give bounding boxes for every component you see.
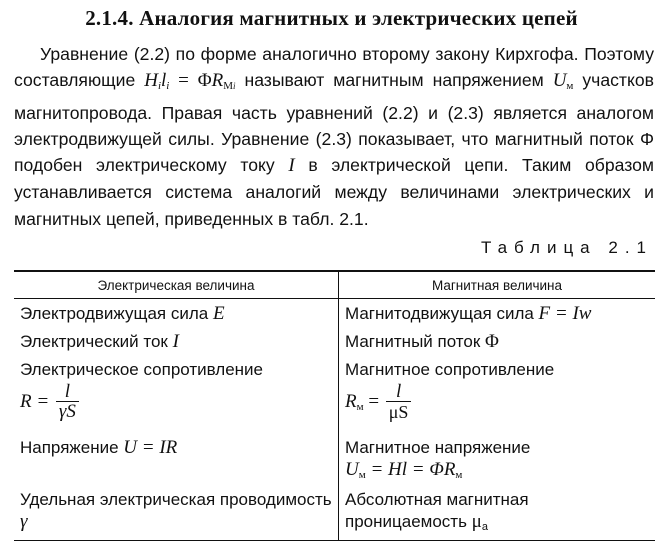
table-header-row xyxy=(14,271,655,299)
fraction: $\frac{l}{\mu S}$ xyxy=(386,383,412,422)
table-caption: Таблица 2.1 xyxy=(480,238,653,257)
cell-permeability: Абсолютная магнитная проницаемость μa xyxy=(339,487,656,541)
cell-voltage: Напряжение U = IR xyxy=(14,433,339,487)
cell-magnetic-voltage: Магнитное напряжение Uм = Hl = ΦRм xyxy=(345,438,531,481)
cell-resistance-label: Электрическое сопротивление xyxy=(14,353,339,381)
header-magnetic: Магнитная величина xyxy=(339,271,656,299)
table-row xyxy=(14,433,655,487)
header-electric: Электрическая величина xyxy=(14,271,339,299)
analogy-table xyxy=(14,270,655,541)
table-row xyxy=(14,299,655,326)
body-paragraph: Уравнение (2.2) по форме аналогично второму закону Кирхгофа. Поэтому составляющие $H_il_i = \Phi RM_i$ называют магнитным напряжением Uм участков магнитопровода. Правая часть уравнений (2.2) и (2.3) является аналогом электродвижущей силы. Уравнение (2.3) показывает, что магнитный поток Φ подобен электрическому току I в электрической цепи. Таким образом устанавливается система аналогий между величинами электрических и магнитных цепей, приведенных в табл. 2.1. xyxy=(14,44,654,229)
fraction: $\frac{l}{\gamma S}$ xyxy=(56,383,79,422)
cell-emf: Электродвижущая сила E xyxy=(14,299,339,326)
cell-reluctance-formula: Rм = $\frac{l}{\mu S}$ xyxy=(339,381,656,433)
cell-mmf: Магнитодвижущая сила F = Iw xyxy=(345,303,592,324)
cell-current: Электрический ток I xyxy=(14,325,339,353)
cell-resistance-formula: R = $\frac{l}{\gamma S}$ xyxy=(14,381,339,433)
cell-reluctance-label: Магнитное сопротивление xyxy=(345,360,555,379)
cell-flux: Магнитный поток Φ xyxy=(345,331,499,352)
section-heading: 2.1.4. Аналогия магнитных и электрических цепей xyxy=(85,6,578,30)
table-row xyxy=(14,381,655,433)
table-row xyxy=(14,353,655,381)
table-row xyxy=(14,487,655,541)
cell-conductivity: Удельная электрическая проводимость γ xyxy=(14,487,339,541)
table-row xyxy=(14,325,655,353)
